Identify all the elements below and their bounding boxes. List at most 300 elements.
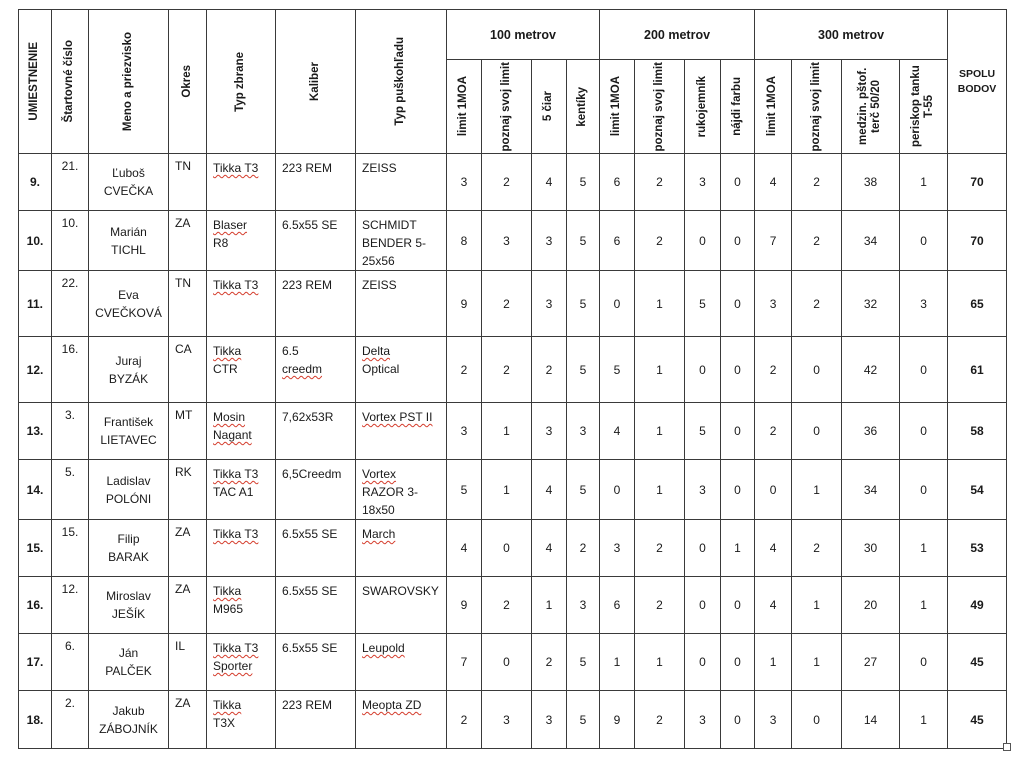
score-200m-cell: 2 xyxy=(635,211,685,271)
score-300m-cell: 2 xyxy=(792,271,842,337)
score-300m-cell: 0 xyxy=(755,460,792,520)
score-300m-cell: 38 xyxy=(842,154,900,211)
last-name: BYZÁK xyxy=(108,371,149,386)
score-300m-cell: 32 xyxy=(842,271,900,337)
last-name: BARAK xyxy=(108,550,149,564)
first-name: Filip xyxy=(117,532,140,546)
scope-line: RAZOR 3- xyxy=(362,485,419,499)
district-cell: IL xyxy=(169,634,207,691)
score-100m-cell: 1 xyxy=(482,403,532,460)
caliber-line: 6.5x55 SE xyxy=(282,218,338,232)
total-points-cell: 61 xyxy=(948,337,1007,403)
score-200m-cell: 0 xyxy=(600,460,635,520)
header-300-medzin: medzin. pštof. terč 50/20 xyxy=(842,60,900,154)
score-200m-cell: 2 xyxy=(635,154,685,211)
header-100-kentiky: kentíky xyxy=(567,60,600,154)
score-300m-cell: 2 xyxy=(755,403,792,460)
total-points-cell: 65 xyxy=(948,271,1007,337)
start-number-cell: 5. xyxy=(52,460,89,520)
score-100m-cell: 4 xyxy=(447,520,482,577)
placement-cell: 11. xyxy=(19,271,52,337)
score-200m-cell: 1 xyxy=(635,271,685,337)
first-name: Ján xyxy=(118,646,139,660)
score-300m-cell: 7 xyxy=(755,211,792,271)
score-200m-cell: 3 xyxy=(685,460,721,520)
score-200m-cell: 6 xyxy=(600,211,635,271)
district-cell: ZA xyxy=(169,520,207,577)
header-total-line1: SPOLU xyxy=(958,68,996,81)
caliber-line: 223 REM xyxy=(282,161,333,175)
first-name: Miroslav xyxy=(106,589,151,603)
score-300m-cell: 0 xyxy=(792,691,842,749)
placement-cell: 13. xyxy=(19,403,52,460)
weapon-line: Sporter xyxy=(213,659,253,673)
caliber-cell xyxy=(276,403,356,460)
header-weapon: Typ zbrane xyxy=(207,10,276,154)
competitor-name-cell xyxy=(89,403,169,460)
weapon-line: TAC A1 xyxy=(213,485,254,499)
score-100m-cell: 2 xyxy=(447,691,482,749)
score-300m-cell: 14 xyxy=(842,691,900,749)
header-200-poznaj: poznaj svoj limit xyxy=(635,60,685,154)
score-200m-cell: 1 xyxy=(635,634,685,691)
score-300m-cell: 1 xyxy=(900,577,948,634)
caliber-cell xyxy=(276,691,356,749)
score-100m-cell: 3 xyxy=(447,403,482,460)
score-300m-cell: 36 xyxy=(842,403,900,460)
score-300m-cell: 2 xyxy=(792,520,842,577)
weapon-cell xyxy=(207,520,276,577)
weapon-line: Tikka xyxy=(213,698,242,712)
score-100m-cell: 3 xyxy=(482,211,532,271)
total-points-cell: 53 xyxy=(948,520,1007,577)
table-row xyxy=(19,211,1007,271)
weapon-line: Tikka T3 xyxy=(213,278,259,292)
score-300m-cell: 4 xyxy=(755,520,792,577)
last-name: PALČEK xyxy=(105,664,152,678)
competitor-name-cell xyxy=(89,154,169,211)
score-100m-cell: 3 xyxy=(447,154,482,211)
score-300m-cell: 4 xyxy=(755,154,792,211)
score-200m-cell: 0 xyxy=(721,691,755,749)
placement-cell: 14. xyxy=(19,460,52,520)
score-200m-cell: 1 xyxy=(635,337,685,403)
weapon-line: Tikka xyxy=(213,344,242,358)
header-scope: Typ puškohľadu xyxy=(356,10,447,154)
header-200-najdi-farbu: nájdi farbu xyxy=(721,60,755,154)
score-100m-cell: 5 xyxy=(567,460,600,520)
score-100m-cell: 8 xyxy=(447,211,482,271)
score-200m-cell: 2 xyxy=(635,520,685,577)
district-cell: TN xyxy=(169,271,207,337)
score-200m-cell: 3 xyxy=(685,154,721,211)
scope-cell xyxy=(356,520,447,577)
scope-line: SCHMIDT xyxy=(362,218,417,232)
header-group-300: 300 metrov xyxy=(755,10,948,60)
table-resize-handle[interactable] xyxy=(1003,743,1011,751)
weapon-line: M965 xyxy=(213,602,244,616)
score-100m-cell: 1 xyxy=(482,460,532,520)
score-200m-cell: 5 xyxy=(685,271,721,337)
caliber-cell xyxy=(276,154,356,211)
caliber-cell xyxy=(276,577,356,634)
score-300m-cell: 34 xyxy=(842,211,900,271)
score-100m-cell: 5 xyxy=(567,211,600,271)
score-100m-cell: 4 xyxy=(532,154,567,211)
competitor-name-cell xyxy=(89,211,169,271)
score-200m-cell: 2 xyxy=(635,691,685,749)
weapon-line: R8 xyxy=(213,236,229,250)
scope-cell xyxy=(356,211,447,271)
table-row xyxy=(19,460,1007,520)
start-number-cell: 10. xyxy=(52,211,89,271)
start-number-cell: 22. xyxy=(52,271,89,337)
scope-line: SWAROVSKY xyxy=(362,584,439,598)
weapon-cell xyxy=(207,271,276,337)
total-points-cell: 58 xyxy=(948,403,1007,460)
caliber-cell xyxy=(276,520,356,577)
score-200m-cell: 0 xyxy=(721,211,755,271)
score-200m-cell: 0 xyxy=(685,520,721,577)
score-200m-cell: 6 xyxy=(600,154,635,211)
score-300m-cell: 34 xyxy=(842,460,900,520)
score-100m-cell: 3 xyxy=(532,691,567,749)
competitor-name-cell xyxy=(89,691,169,749)
score-100m-cell: 0 xyxy=(482,634,532,691)
placement-cell: 12. xyxy=(19,337,52,403)
score-200m-cell: 1 xyxy=(635,403,685,460)
scope-line: 18x50 xyxy=(362,503,395,517)
district-cell: TN xyxy=(169,154,207,211)
score-200m-cell: 1 xyxy=(600,634,635,691)
total-points-cell: 49 xyxy=(948,577,1007,634)
score-100m-cell: 3 xyxy=(532,403,567,460)
header-name: Meno a priezvisko xyxy=(89,10,169,154)
score-200m-cell: 0 xyxy=(685,211,721,271)
score-300m-cell: 1 xyxy=(755,634,792,691)
scope-line: Delta xyxy=(362,344,391,358)
placement-cell: 17. xyxy=(19,634,52,691)
scope-line: Meopta ZD xyxy=(362,698,422,712)
first-name: František xyxy=(103,415,154,429)
scope-cell xyxy=(356,337,447,403)
scope-line: ZEISS xyxy=(362,161,397,175)
scope-line: Optical xyxy=(362,362,400,376)
start-number-cell: 16. xyxy=(52,337,89,403)
header-300-limit: limit 1MOA xyxy=(755,60,792,154)
header-300-periskop: periskop tanku T-55 xyxy=(900,60,948,154)
score-300m-cell: 30 xyxy=(842,520,900,577)
score-100m-cell: 5 xyxy=(567,337,600,403)
table-row xyxy=(19,154,1007,211)
placement-cell: 18. xyxy=(19,691,52,749)
score-200m-cell: 0 xyxy=(721,403,755,460)
score-300m-cell: 0 xyxy=(900,403,948,460)
caliber-line: 6.5 xyxy=(282,344,299,358)
start-number-cell: 21. xyxy=(52,154,89,211)
score-200m-cell: 2 xyxy=(635,577,685,634)
header-caliber: Kaliber xyxy=(276,10,356,154)
score-200m-cell: 0 xyxy=(600,271,635,337)
header-100-ciar: 5 čiar xyxy=(532,60,567,154)
score-300m-cell: 1 xyxy=(792,460,842,520)
district-cell: MT xyxy=(169,403,207,460)
weapon-cell xyxy=(207,211,276,271)
score-200m-cell: 0 xyxy=(721,577,755,634)
header-group-100: 100 metrov xyxy=(447,10,600,60)
score-100m-cell: 3 xyxy=(482,691,532,749)
score-200m-cell: 1 xyxy=(721,520,755,577)
start-number-cell: 3. xyxy=(52,403,89,460)
score-300m-cell: 1 xyxy=(900,520,948,577)
score-300m-cell: 2 xyxy=(755,337,792,403)
caliber-line: 223 REM xyxy=(282,278,333,292)
score-200m-cell: 0 xyxy=(721,154,755,211)
scope-line: ZEISS xyxy=(362,278,397,292)
scope-line: Vortex PST II xyxy=(362,410,433,424)
start-number-cell: 2. xyxy=(52,691,89,749)
start-number-cell: 12. xyxy=(52,577,89,634)
placement-cell: 10. xyxy=(19,211,52,271)
score-100m-cell: 3 xyxy=(567,577,600,634)
scope-cell xyxy=(356,577,447,634)
caliber-line: 6.5x55 SE xyxy=(282,641,338,655)
competitor-name-cell xyxy=(89,634,169,691)
total-points-cell: 45 xyxy=(948,634,1007,691)
total-points-cell: 45 xyxy=(948,691,1007,749)
caliber-cell xyxy=(276,271,356,337)
last-name: LIETAVEC xyxy=(100,433,157,447)
score-200m-cell: 5 xyxy=(600,337,635,403)
weapon-line: Tikka T3 xyxy=(213,527,259,541)
weapon-cell xyxy=(207,634,276,691)
competitor-name-cell xyxy=(89,577,169,634)
score-100m-cell: 5 xyxy=(567,271,600,337)
score-300m-cell: 1 xyxy=(792,577,842,634)
score-200m-cell: 0 xyxy=(721,337,755,403)
last-name: CVEČKA xyxy=(103,184,154,198)
score-100m-cell: 2 xyxy=(482,577,532,634)
score-100m-cell: 9 xyxy=(447,577,482,634)
competitor-name-cell xyxy=(89,460,169,520)
total-points-cell: 54 xyxy=(948,460,1007,520)
caliber-cell xyxy=(276,634,356,691)
district-cell: ZA xyxy=(169,211,207,271)
competitor-name-cell xyxy=(89,271,169,337)
score-300m-cell: 3 xyxy=(900,271,948,337)
score-300m-cell: 0 xyxy=(900,460,948,520)
score-100m-cell: 0 xyxy=(482,520,532,577)
first-name: Ľuboš xyxy=(112,166,145,180)
weapon-line: Tikka T3 xyxy=(213,641,259,655)
total-points-cell: 70 xyxy=(948,154,1007,211)
score-200m-cell: 0 xyxy=(721,460,755,520)
score-100m-cell: 5 xyxy=(567,154,600,211)
placement-cell: 15. xyxy=(19,520,52,577)
score-300m-cell: 20 xyxy=(842,577,900,634)
score-200m-cell: 0 xyxy=(685,337,721,403)
caliber-line: 6.5x55 SE xyxy=(282,584,338,598)
first-name: Ladislav xyxy=(106,473,151,488)
score-300m-cell: 0 xyxy=(792,403,842,460)
weapon-line: CTR xyxy=(213,362,238,376)
district-cell: ZA xyxy=(169,577,207,634)
table-row xyxy=(19,520,1007,577)
weapon-cell xyxy=(207,577,276,634)
header-100-limit: limit 1MOA xyxy=(447,60,482,154)
last-name: ZÁBOJNÍK xyxy=(99,721,158,736)
results-table xyxy=(18,9,1007,749)
score-100m-cell: 1 xyxy=(532,577,567,634)
district-cell: ZA xyxy=(169,691,207,749)
score-200m-cell: 1 xyxy=(635,460,685,520)
table-row xyxy=(19,271,1007,337)
caliber-cell xyxy=(276,337,356,403)
score-200m-cell: 3 xyxy=(685,691,721,749)
caliber-cell xyxy=(276,460,356,520)
scope-line: March xyxy=(362,527,396,541)
scope-cell xyxy=(356,691,447,749)
scope-line: Leupold xyxy=(362,641,405,655)
score-300m-cell: 27 xyxy=(842,634,900,691)
score-100m-cell: 2 xyxy=(482,271,532,337)
score-300m-cell: 42 xyxy=(842,337,900,403)
weapon-line: Tikka xyxy=(213,584,242,598)
header-200-rukojemnik: rukojemník xyxy=(685,60,721,154)
score-100m-cell: 5 xyxy=(447,460,482,520)
score-100m-cell: 2 xyxy=(482,154,532,211)
score-200m-cell: 0 xyxy=(685,634,721,691)
competitor-name-cell xyxy=(89,520,169,577)
table-row xyxy=(19,577,1007,634)
table-row xyxy=(19,691,1007,749)
table-row xyxy=(19,634,1007,691)
weapon-line: Mosin xyxy=(213,410,246,424)
score-200m-cell: 4 xyxy=(600,403,635,460)
weapon-cell xyxy=(207,154,276,211)
header-100-poznaj: poznaj svoj limit xyxy=(482,60,532,154)
scope-cell xyxy=(356,154,447,211)
header-district: Okres xyxy=(169,10,207,154)
score-100m-cell: 2 xyxy=(447,337,482,403)
score-100m-cell: 2 xyxy=(532,634,567,691)
first-name: Jakub xyxy=(112,703,145,718)
header-total-line2: BODOV xyxy=(957,82,997,95)
score-100m-cell: 5 xyxy=(567,634,600,691)
score-100m-cell: 9 xyxy=(447,271,482,337)
score-300m-cell: 1 xyxy=(900,154,948,211)
score-300m-cell: 3 xyxy=(755,691,792,749)
last-name: JEŠÍK xyxy=(111,607,146,621)
score-100m-cell: 2 xyxy=(567,520,600,577)
placement-cell: 16. xyxy=(19,577,52,634)
score-200m-cell: 6 xyxy=(600,577,635,634)
scope-cell xyxy=(356,634,447,691)
header-start-number: Štartovné číslo xyxy=(52,10,89,154)
caliber-line: creedm xyxy=(282,362,323,376)
score-200m-cell: 5 xyxy=(685,403,721,460)
start-number-cell: 6. xyxy=(52,634,89,691)
weapon-line: Nagant xyxy=(213,428,252,442)
competitor-name-cell xyxy=(89,337,169,403)
caliber-line: 7,62x53R xyxy=(282,410,334,424)
score-200m-cell: 3 xyxy=(600,520,635,577)
last-name: CVEČKOVÁ xyxy=(95,305,162,320)
scope-line: 25x56 xyxy=(362,254,395,268)
first-name: Eva xyxy=(118,287,139,302)
score-300m-cell: 1 xyxy=(792,634,842,691)
score-200m-cell: 0 xyxy=(721,271,755,337)
score-300m-cell: 3 xyxy=(755,271,792,337)
score-300m-cell: 0 xyxy=(900,634,948,691)
scope-line: Vortex xyxy=(362,467,397,481)
score-300m-cell: 0 xyxy=(792,337,842,403)
start-number-cell: 15. xyxy=(52,520,89,577)
last-name: TICHL xyxy=(111,242,146,257)
weapon-line: Blaser xyxy=(213,218,248,232)
placement-cell: 9. xyxy=(19,154,52,211)
table-row xyxy=(19,403,1007,460)
score-100m-cell: 3 xyxy=(567,403,600,460)
score-200m-cell: 0 xyxy=(685,577,721,634)
header-300-poznaj: poznaj svoj limit xyxy=(792,60,842,154)
weapon-line: T3X xyxy=(213,716,236,730)
total-points-cell: 70 xyxy=(948,211,1007,271)
score-100m-cell: 3 xyxy=(532,211,567,271)
score-300m-cell: 2 xyxy=(792,154,842,211)
caliber-line: 6,5Creedm xyxy=(282,467,342,481)
table-row xyxy=(19,337,1007,403)
first-name: Juraj xyxy=(115,353,142,368)
score-300m-cell: 4 xyxy=(755,577,792,634)
score-200m-cell: 9 xyxy=(600,691,635,749)
caliber-line: 6.5x55 SE xyxy=(282,527,338,541)
score-100m-cell: 5 xyxy=(567,691,600,749)
scope-cell xyxy=(356,271,447,337)
header-200-limit: limit 1MOA xyxy=(600,60,635,154)
scope-cell xyxy=(356,403,447,460)
scope-line: BENDER 5- xyxy=(362,236,427,250)
caliber-cell xyxy=(276,211,356,271)
weapon-line: Tikka T3 xyxy=(213,467,259,481)
weapon-cell xyxy=(207,337,276,403)
weapon-cell xyxy=(207,691,276,749)
score-100m-cell: 4 xyxy=(532,460,567,520)
score-100m-cell: 7 xyxy=(447,634,482,691)
weapon-line: Tikka T3 xyxy=(213,161,259,175)
caliber-line: 223 REM xyxy=(282,698,333,712)
weapon-cell xyxy=(207,403,276,460)
score-100m-cell: 4 xyxy=(532,520,567,577)
score-100m-cell: 2 xyxy=(532,337,567,403)
score-200m-cell: 0 xyxy=(721,634,755,691)
weapon-cell xyxy=(207,460,276,520)
last-name: POLÓNI xyxy=(105,491,152,506)
scope-cell xyxy=(356,460,447,520)
district-cell: RK xyxy=(169,460,207,520)
header-placement: UMIESTNENIE xyxy=(19,10,52,154)
score-100m-cell: 2 xyxy=(482,337,532,403)
district-cell: CA xyxy=(169,337,207,403)
header-total xyxy=(948,10,1007,154)
score-300m-cell: 0 xyxy=(900,337,948,403)
header-group-200: 200 metrov xyxy=(600,10,755,60)
score-300m-cell: 2 xyxy=(792,211,842,271)
score-300m-cell: 1 xyxy=(900,691,948,749)
score-300m-cell: 0 xyxy=(900,211,948,271)
first-name: Marián xyxy=(110,224,147,239)
score-100m-cell: 3 xyxy=(532,271,567,337)
